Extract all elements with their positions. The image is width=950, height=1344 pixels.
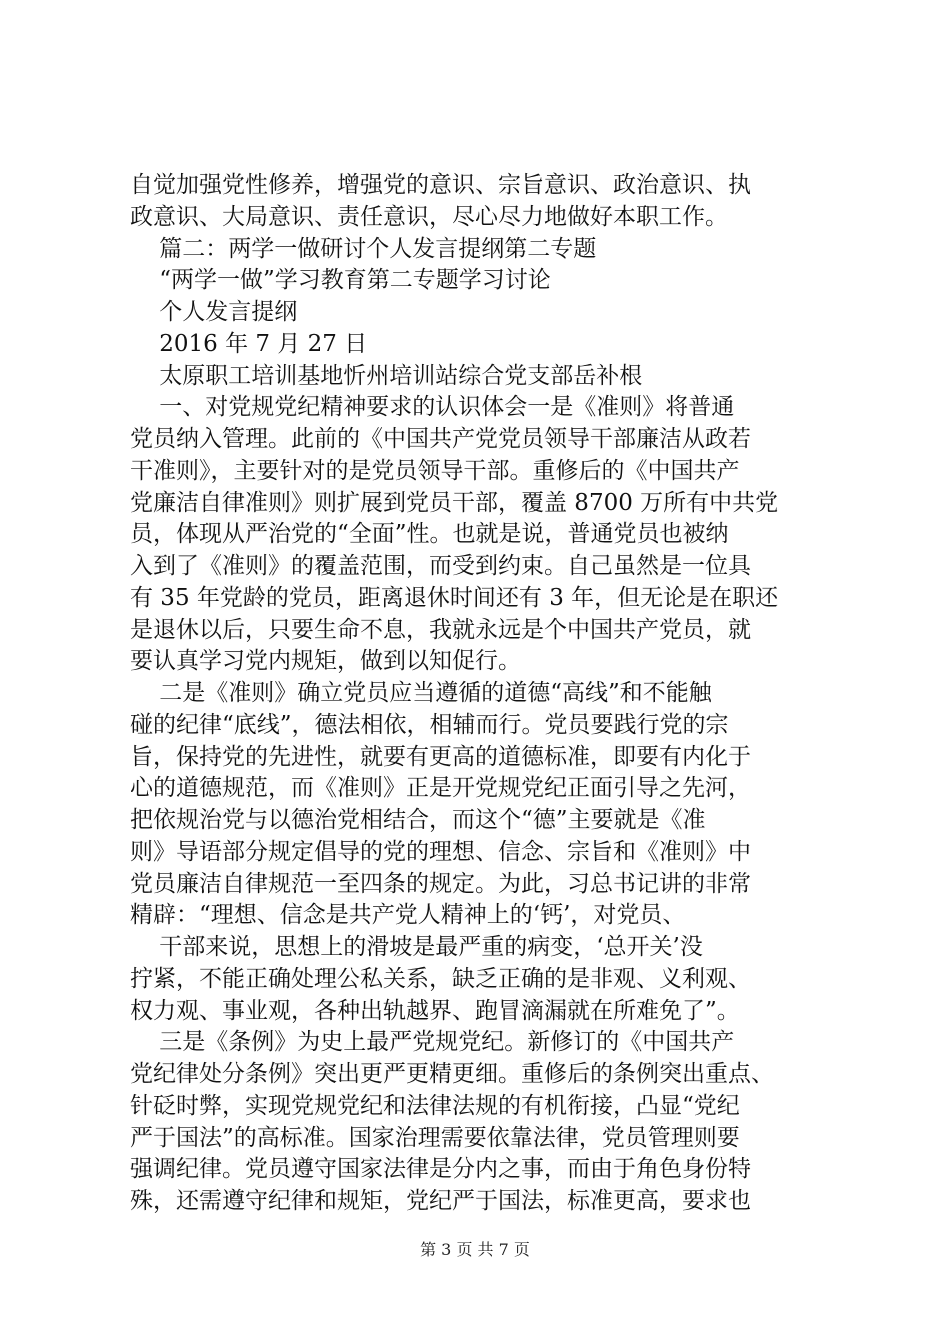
text-line: 政意识、大局意识、责任意识，尽心尽力地做好本职工作。	[130, 203, 728, 230]
body-text	[130, 170, 830, 1218]
text-line: 针砭时弊，实现党规党纪和法律法规的有机衔接，凸显“党纪	[130, 1092, 740, 1119]
text-line: 一、对党规党纪精神要求的认识体会一是《准则》将普通	[130, 394, 735, 421]
text-line: 殊，还需遵守纪律和规矩，党纪严于国法，标准更高，要求也	[130, 1188, 751, 1214]
text-line: 党员纳入管理。此前的《中国共产党党员领导干部廉洁从政若	[130, 426, 751, 452]
text-line: 篇二：两学一做研讨个人发言提纲第二专题	[130, 235, 597, 262]
text-line: 要认真学习党内规矩，做到以知促行。	[130, 648, 521, 675]
text-line: 心的道德规范，而《准则》正是开党规党纪正面引导之先河，	[130, 775, 751, 802]
text-line: 太原职工培训基地忻州培训站综合党支部岳补根	[130, 362, 643, 389]
text-line: 权力观、事业观，各种出轨越界、跑冒滴漏就在所难免了”。	[130, 997, 740, 1024]
text-line: 三是《条例》为史上最严党规党纪。新修订的《中国共产	[130, 1029, 735, 1056]
text-line: 员，体现从严治党的“全面”性。也就是说，普通党员也被纳	[130, 521, 729, 548]
text-line: 拧紧，不能正确处理公私关系，缺乏正确的是非观、义利观、	[130, 965, 751, 992]
text-line: 则》导语部分规定倡导的党的理想、信念、宗旨和《准则》中	[130, 838, 751, 865]
text-line: 严于国法”的高标准。国家治理需要依靠法律，党员管理则要	[130, 1124, 740, 1151]
text-line: 把依规治党与以德治党相结合，而这个“德”主要就是《准	[130, 807, 706, 833]
text-line: 干准则》，主要针对的是党员领导干部。重修后的《中国共产	[130, 457, 740, 484]
text-line: 干部来说，思想上的滑坡是最严重的病变，‘总开关’没	[130, 934, 703, 960]
text-line: 个人发言提纲	[130, 299, 298, 325]
text-line: 精辟：“理想、信念是共产党人精神上的‘钙’，对党员、	[130, 902, 686, 929]
text-line: “两学一做”学习教育第二专题学习讨论	[130, 267, 551, 294]
text-line: 自觉加强党性修养，增强党的意识、宗旨意识、政治意识、执	[130, 172, 751, 198]
text-line: 有 35 年党龄的党员，距离退休时间还有 3 年，但无论是在职还	[130, 584, 779, 611]
text-line: 碰的纪律“底线”，德法相依，相辅而行。党员要践行党的宗	[130, 711, 729, 738]
text-line: 党纪律处分条例》突出更严更精更细。重修后的条例突出重点、	[130, 1061, 774, 1087]
text-line: 旨，保持党的先进性，就要有更高的道德标准，即要有内化于	[130, 743, 751, 770]
text-line: 党员廉洁自律规范一至四条的规定。为此，习总书记讲的非常	[130, 870, 751, 897]
text-line: 2016 年 7 月 27 日	[130, 330, 368, 357]
text-line: 是退休以后，只要生命不息，我就永远是个中国共产党员，就	[130, 616, 751, 643]
text-line: 强调纪律。党员遵守国家法律是分内之事，而由于角色身份特	[130, 1156, 751, 1183]
page-footer: 第 3 页 共 7 页	[420, 1240, 530, 1259]
text-line: 二是《准则》确立党员应当遵循的道德“高线”和不能触	[130, 680, 712, 706]
text-line: 入到了《准则》的覆盖范围，而受到约束。自己虽然是一位具	[130, 553, 751, 579]
text-line: 党廉洁自律准则》则扩展到党员干部，覆盖 8700 万所有中共党	[130, 489, 779, 516]
